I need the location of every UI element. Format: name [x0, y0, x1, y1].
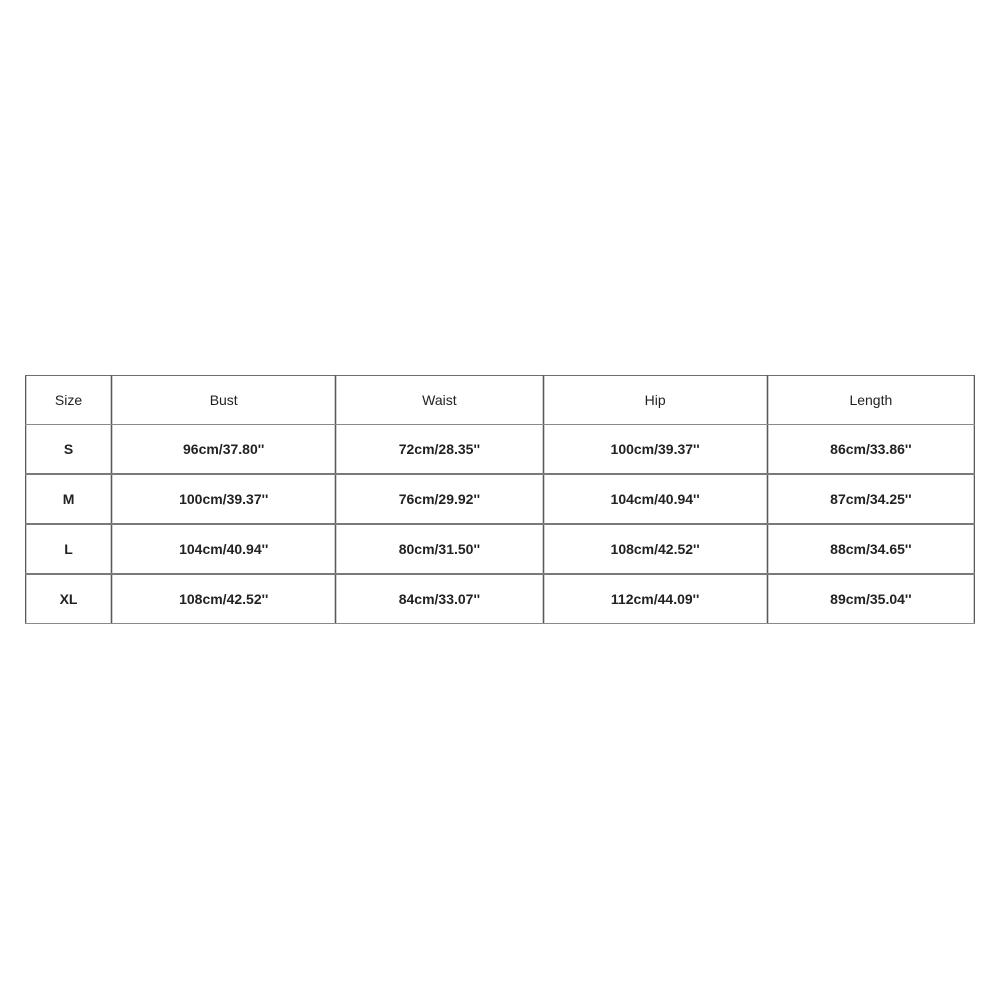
- size-chart-table: [25, 375, 975, 624]
- cell-bust: 100cm/39.37'': [112, 474, 336, 524]
- cell-hip: 112cm/44.09'': [543, 574, 767, 624]
- cell-waist: 76cm/29.92'': [336, 474, 543, 524]
- table-row: [26, 574, 975, 624]
- cell-size: S: [26, 425, 112, 475]
- cell-size: L: [26, 524, 112, 574]
- cell-hip: 108cm/42.52'': [543, 524, 767, 574]
- header-size: Size: [26, 376, 112, 425]
- cell-size: M: [26, 474, 112, 524]
- table-row: [26, 425, 975, 475]
- cell-hip: 104cm/40.94'': [543, 474, 767, 524]
- header-length: Length: [767, 376, 974, 425]
- cell-waist: 84cm/33.07'': [336, 574, 543, 624]
- cell-bust: 104cm/40.94'': [112, 524, 336, 574]
- cell-length: 89cm/35.04'': [767, 574, 974, 624]
- cell-waist: 72cm/28.35'': [336, 425, 543, 475]
- table-row: [26, 474, 975, 524]
- header-bust: Bust: [112, 376, 336, 425]
- header-waist: Waist: [336, 376, 543, 425]
- cell-length: 88cm/34.65'': [767, 524, 974, 574]
- header-row: [26, 376, 975, 425]
- cell-length: 86cm/33.86'': [767, 425, 974, 475]
- cell-length: 87cm/34.25'': [767, 474, 974, 524]
- cell-bust: 108cm/42.52'': [112, 574, 336, 624]
- cell-size: XL: [26, 574, 112, 624]
- table-row: [26, 524, 975, 574]
- cell-hip: 100cm/39.37'': [543, 425, 767, 475]
- cell-bust: 96cm/37.80'': [112, 425, 336, 475]
- cell-waist: 80cm/31.50'': [336, 524, 543, 574]
- header-hip: Hip: [543, 376, 767, 425]
